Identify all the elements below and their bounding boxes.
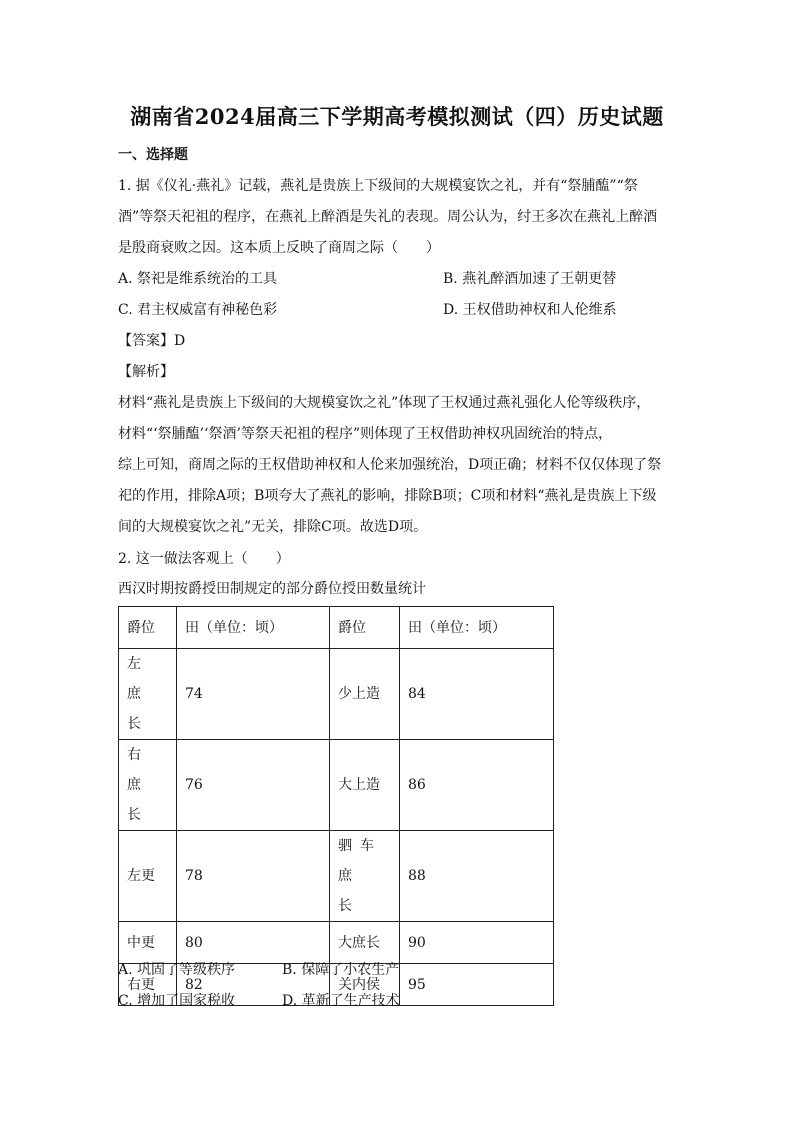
table-row <box>119 922 554 964</box>
q1-stem-line-2: 酒”等祭天祀祖的程序，在燕礼上醉酒是失礼的表现。周公认为，纣王多次在燕礼上醉酒 <box>118 209 658 225</box>
rank-cell: 大庶长 <box>330 922 400 964</box>
value-cell: 95 <box>400 964 554 1006</box>
rank-cell: 右更 <box>119 964 177 1006</box>
value-cell: 84 <box>400 649 554 740</box>
value-cell: 88 <box>400 831 554 922</box>
table-header-cell: 田（单位：顷） <box>400 607 554 649</box>
q1-option-c: C. 君主权威富有神秘色彩 <box>118 302 278 318</box>
page-title: 湖南省2024届高三下学期高考模拟测试（四）历史试题 <box>130 104 664 129</box>
rank-text: 长 <box>338 898 352 914</box>
value-cell: 90 <box>400 922 554 964</box>
rank-cell <box>119 649 177 740</box>
rank-cell <box>330 649 400 740</box>
rank-cell: 关内侯 <box>330 964 400 1006</box>
q1-analysis-line-2: 材料“‘祭脯醢’‘祭酒’等祭天祀祖的程序”则体现了王权借助神权巩固统治的特点， <box>118 426 613 442</box>
rank-text: 少上造 <box>338 686 380 702</box>
rank-text: 长 <box>127 716 141 732</box>
rank-cell <box>119 740 177 831</box>
q2-stem: 2. 这一做法客观上（ ） <box>118 551 290 567</box>
q2-option-a: A. 巩固了等级秩序 <box>118 962 236 978</box>
q1-analysis-label: 【解析】 <box>118 364 174 380</box>
rank-cell: 中更 <box>119 922 177 964</box>
q2-option-c: C. 增加了国家税收 <box>118 993 236 1009</box>
value-cell: 78 <box>177 831 330 922</box>
value-cell: 82 <box>177 964 330 1006</box>
q2-option-d: D. 革新了生产技术 <box>282 993 400 1009</box>
q1-stem-line-3: 是殷商衰败之因。这本质上反映了商周之际（ ） <box>118 240 440 256</box>
rank-text: 右庶 <box>127 747 159 793</box>
rank-text: 长 <box>127 807 141 823</box>
rank-text: 左庶 <box>127 656 159 702</box>
rank-cell <box>330 831 400 922</box>
table-header-row <box>119 607 554 649</box>
value-cell: 74 <box>177 649 330 740</box>
value-cell: 76 <box>177 740 330 831</box>
land-grant-table <box>118 606 554 1006</box>
q1-option-a: A. 祭祀是维系统治的工具 <box>118 271 278 287</box>
q1-option-b: B. 燕礼醉酒加速了王朝更替 <box>443 271 617 287</box>
q1-analysis-line-5: 间的大规模宴饮之礼”无关，排除C项。故选D项。 <box>118 519 428 535</box>
value-cell: 86 <box>400 740 554 831</box>
rank-text: 大上造 <box>338 777 380 793</box>
table-header-cell: 爵位 <box>330 607 400 649</box>
q1-option-d: D. 王权借助神权和人伦维系 <box>443 302 617 318</box>
table-row <box>119 740 554 831</box>
rank-text: 驷车庶 <box>338 838 382 884</box>
value-cell: 80 <box>177 922 330 964</box>
rank-cell: 左更 <box>119 831 177 922</box>
q2-option-b: B. 保障了小农生产 <box>282 962 400 978</box>
section-heading: 一、选择题 <box>118 147 188 163</box>
table-header-cell: 田（单位：顷） <box>177 607 330 649</box>
rank-cell <box>330 740 400 831</box>
q1-analysis-line-4: 祀的作用，排除A项；B项夸大了燕礼的影响，排除B项；C项和材料“燕礼是贵族上下级 <box>118 488 657 504</box>
table-caption: 西汉时期按爵授田制规定的部分爵位授田数量统计 <box>118 581 426 597</box>
table-row <box>119 649 554 740</box>
q1-analysis-line-3: 综上可知，商周之际的王权借助神权和人伦来加强统治，D项正确；材料不仅仅体现了祭 <box>118 457 662 473</box>
table-header-cell: 爵位 <box>119 607 177 649</box>
q1-answer: 【答案】D <box>118 333 186 349</box>
q1-analysis-line-1: 材料“燕礼是贵族上下级间的大规模宴饮之礼”体现了王权通过燕礼强化人伦等级秩序， <box>118 395 651 411</box>
table-row <box>119 831 554 922</box>
q1-stem-line-1: 1. 据《仪礼·燕礼》记载，燕礼是贵族上下级间的大规模宴饮之礼，并有“祭脯醢”“祭 <box>118 178 638 194</box>
